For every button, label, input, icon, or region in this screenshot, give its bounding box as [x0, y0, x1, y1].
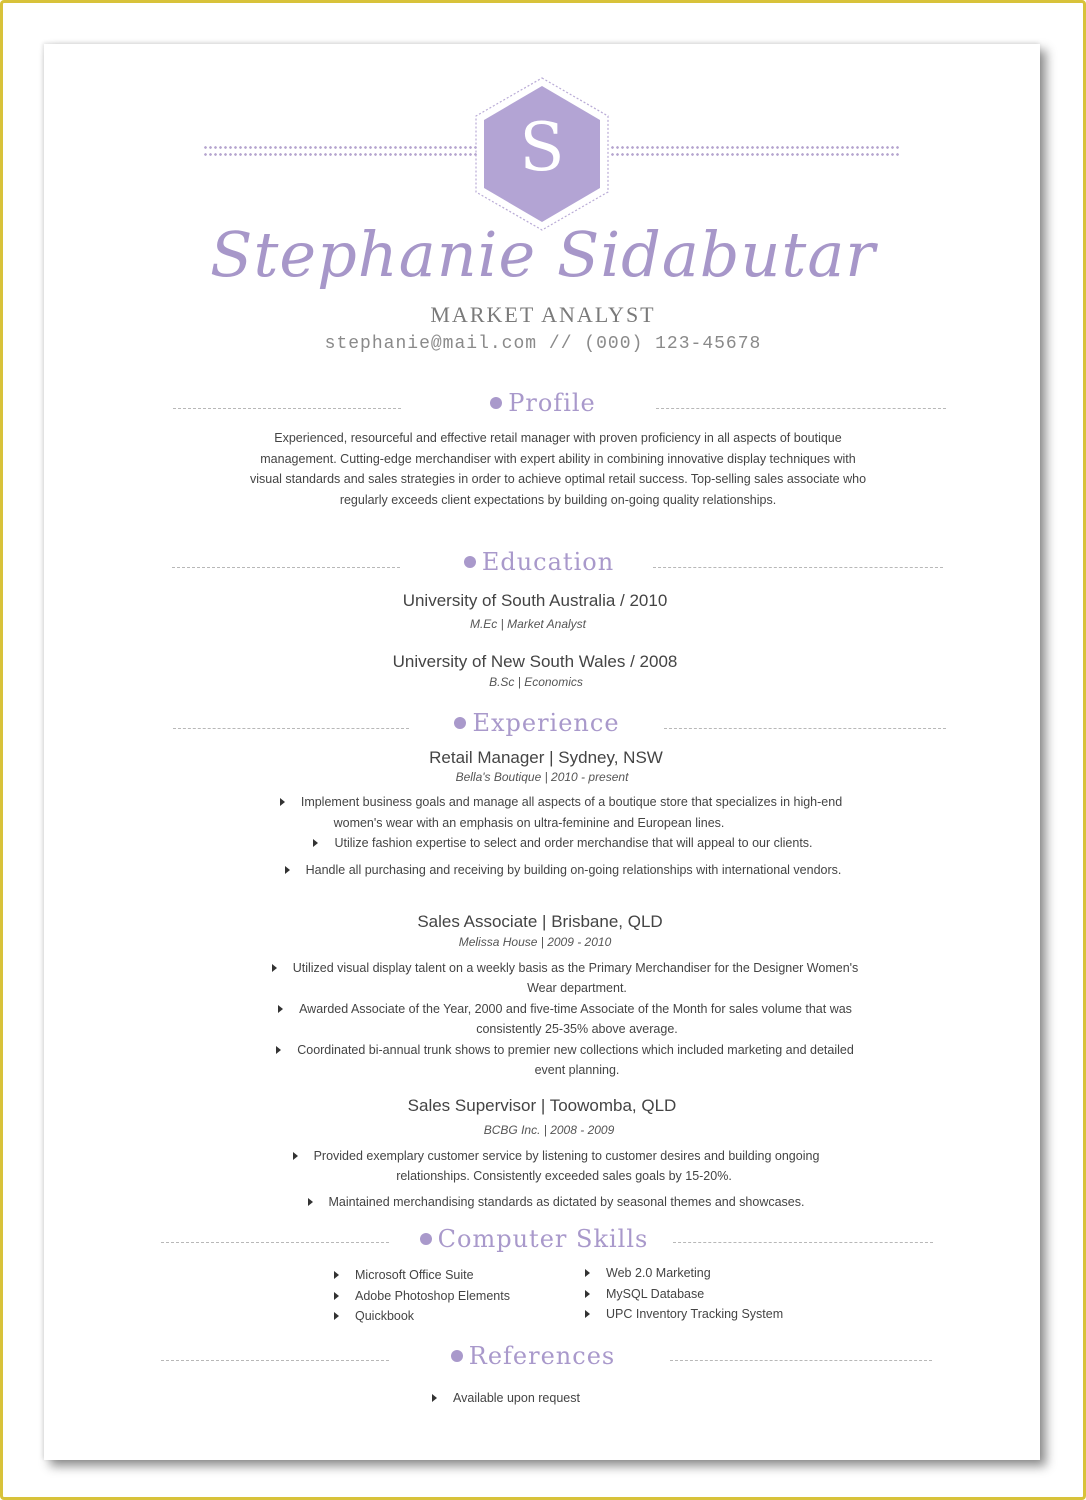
job-bullet-continued: relationships. Consistently exceeded sales goals by 15-20%.	[396, 1169, 732, 1183]
job-position: Sales Supervisor | Toowomba, QLD	[407, 1096, 677, 1115]
bullet-dot-icon	[490, 397, 502, 409]
bullet-arrow-icon	[285, 866, 290, 874]
bullet-arrow-icon	[585, 1310, 590, 1318]
section-title-text: References	[468, 1342, 616, 1370]
bullet-arrow-icon	[276, 1046, 281, 1054]
job-title: MARKET ANALYST	[430, 302, 656, 327]
education-degree: B.Sc | Economics	[489, 675, 583, 689]
bullet-dot-icon	[420, 1233, 432, 1245]
bullet-arrow-icon	[585, 1269, 590, 1277]
header-dots-left	[203, 144, 477, 158]
skill-item: MySQL Database	[585, 1287, 704, 1301]
bullet-arrow-icon	[334, 1312, 339, 1320]
profile-line: visual standards and sales strategies in order to achieve optimal retail success. Top-selling sales associate who	[249, 472, 867, 486]
skill-item: Web 2.0 Marketing	[585, 1266, 711, 1280]
job-bullet-continued: women's wear with an emphasis on ultra-feminine and European lines.	[333, 816, 725, 830]
job-bullet: Handle all purchasing and receiving by building on-going relationships with international vendors.	[20, 860, 1086, 881]
header-dots-right	[610, 144, 900, 158]
job-company: BCBG Inc. | 2008 - 2009	[483, 1123, 615, 1137]
bullet-dot-icon	[451, 1350, 463, 1362]
bullet-arrow-icon	[585, 1290, 590, 1298]
section-title-references	[0, 1342, 1076, 1370]
job-bullet: Implement business goals and manage all aspects of a boutique store that specializes in high-end	[18, 792, 1086, 813]
job-bullet: Utilized visual display talent on a weekly basis as the Primary Merchandiser for the Designer Women's	[22, 958, 1086, 979]
job-bullet: Utilize fashion expertise to select and order merchandise that will appeal to our clients.	[20, 833, 1086, 854]
education-school: University of New South Wales / 2008	[392, 652, 678, 671]
profile-summary	[160, 428, 956, 510]
education-school: University of South Australia / 2010	[402, 591, 668, 610]
section-title-profile	[0, 389, 1086, 417]
bullet-dot-icon	[464, 556, 476, 568]
bullet-arrow-icon	[313, 839, 318, 847]
section-title-text: Experience	[472, 709, 620, 737]
bullet-arrow-icon	[334, 1292, 339, 1300]
bullet-arrow-icon	[334, 1271, 339, 1279]
skill-item: UPC Inventory Tracking System	[585, 1307, 783, 1321]
section-title-experience	[0, 709, 1080, 737]
bullet-arrow-icon	[280, 798, 285, 806]
reference-item: Available upon request	[432, 1391, 580, 1405]
bullet-arrow-icon	[272, 964, 277, 972]
skill-item: Microsoft Office Suite	[334, 1268, 474, 1282]
job-bullet: Awarded Associate of the Year, 2000 and five-time Associate of the Month for sales volume that was	[22, 999, 1086, 1020]
section-title-text: Education	[481, 548, 615, 576]
profile-line: regularly exceeds client expectations by building on-going quality relationships.	[339, 492, 777, 507]
job-bullet: Maintained merchandising standards as dictated by seasonal themes and showcases.	[13, 1192, 1086, 1213]
section-title-text: Computer Skills	[437, 1225, 649, 1253]
profile-line: management. Cutting-edge merchandiser with expert ability in combining innovative display techniques with	[260, 451, 856, 466]
monogram-letter: S	[519, 109, 565, 186]
job-company: Melissa House | 2009 - 2010	[458, 935, 612, 949]
candidate-name: Stephanie Sidabutar	[210, 218, 876, 291]
bullet-arrow-icon	[432, 1394, 437, 1402]
bullet-arrow-icon	[293, 1152, 298, 1160]
bullet-arrow-icon	[308, 1198, 313, 1206]
profile-line: Experienced, resourceful and effective retail manager with proven proficiency in all aspects of boutique	[274, 431, 842, 445]
job-position: Retail Manager | Sydney, NSW	[429, 748, 663, 767]
job-bullet: Provided exemplary customer service by listening to customer desires and building ongoing	[13, 1146, 1086, 1167]
skill-item: Quickbook	[334, 1309, 414, 1323]
job-bullet-continued: consistently 25-35% above average.	[476, 1022, 678, 1036]
education-degree: M.Ec | Market Analyst	[469, 617, 587, 631]
job-bullet-continued: event planning.	[534, 1063, 620, 1077]
job-bullet: Coordinated bi-annual trunk shows to premier new collections which included marketing and detailed	[22, 1040, 1086, 1061]
job-bullet-continued: Wear department.	[527, 981, 627, 995]
section-title-text: Profile	[508, 389, 596, 417]
contact-info: stephanie@mail.com // (000) 123-45678	[324, 334, 762, 354]
section-title-education	[0, 548, 1082, 576]
job-position: Sales Associate | Brisbane, QLD	[417, 912, 663, 931]
skill-item: Adobe Photoshop Elements	[334, 1289, 510, 1303]
bullet-arrow-icon	[278, 1005, 283, 1013]
bullet-dot-icon	[454, 717, 466, 729]
job-company: Bella's Boutique | 2010 - present	[455, 770, 629, 784]
section-title-computer-skills	[0, 1225, 1077, 1253]
